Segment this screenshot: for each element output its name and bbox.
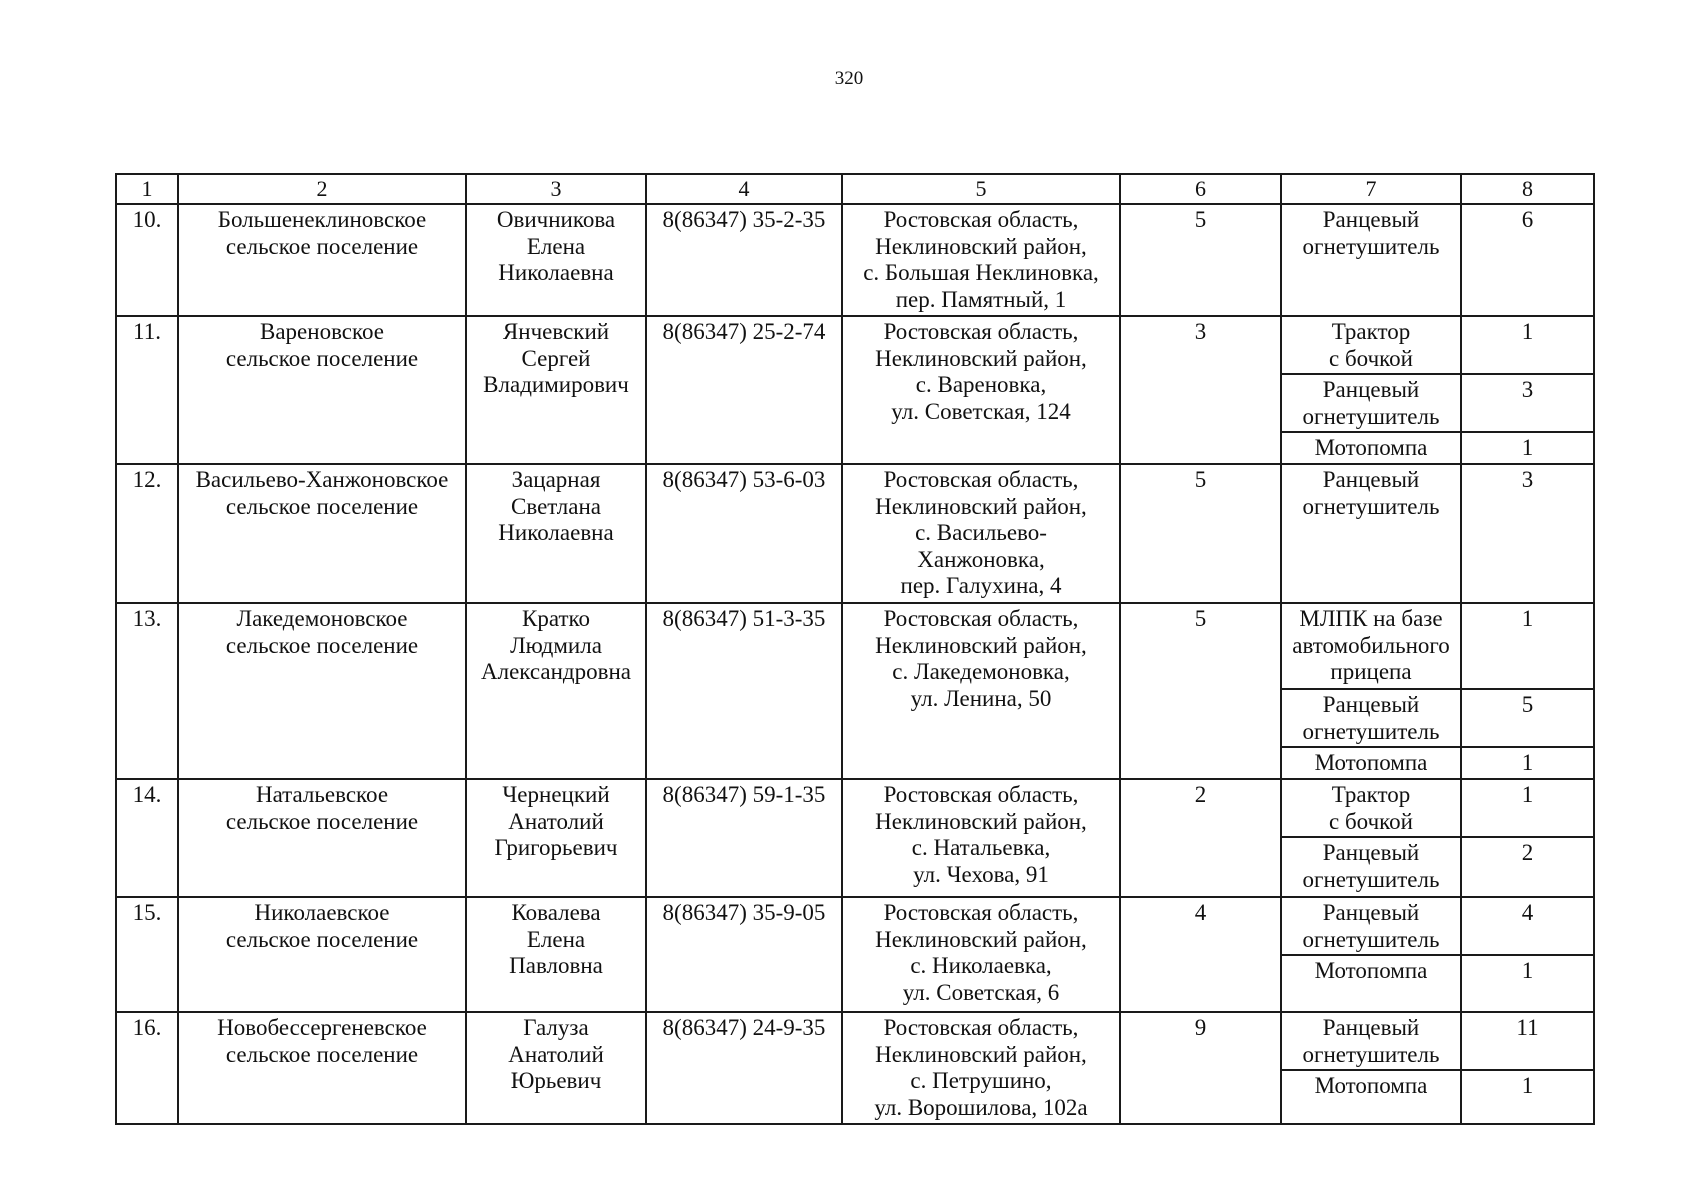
text-line: Большенеклиновское	[217, 207, 427, 232]
address-cell	[842, 1012, 1120, 1124]
address-cell	[842, 603, 1120, 779]
equipment-qty-cell: 1	[1461, 316, 1594, 374]
text-line: с. Васильево-	[915, 520, 1047, 545]
text-line: Сергей	[521, 345, 591, 371]
row-number-cell: 16.	[116, 1012, 178, 1124]
settlement-cell	[178, 464, 466, 603]
text-line: Лакедемоновское	[236, 606, 408, 631]
text-line: Новобессергеневское	[217, 1015, 427, 1040]
text-line: Неклиновский район,	[875, 1041, 1087, 1067]
text-line: Мотопомпа	[1314, 750, 1428, 775]
text-line: Трактор	[1331, 319, 1411, 344]
text-line: с. Лакедемоновка,	[892, 659, 1070, 684]
text-line: с. Натальевка,	[911, 835, 1051, 860]
equipment-name-cell	[1281, 464, 1461, 603]
column-header: 4	[646, 174, 842, 204]
row-number-cell: 11.	[116, 316, 178, 464]
text-line: ул. Ворошилова, 102а	[874, 1094, 1088, 1120]
text-line: Неклиновский район,	[875, 808, 1087, 834]
text-line: Ранцевый	[1322, 840, 1420, 865]
head-name-cell	[466, 316, 646, 464]
head-name-cell	[466, 897, 646, 1012]
settlement-cell	[178, 897, 466, 1012]
text-line: сельское поселение	[225, 926, 419, 952]
table-row	[116, 897, 1594, 955]
count-cell: 5	[1120, 603, 1281, 779]
count-cell: 5	[1120, 464, 1281, 603]
text-line: с. Николаевка,	[910, 953, 1052, 978]
equipment-name-cell	[1281, 689, 1461, 747]
table-row	[116, 779, 1594, 837]
head-name-cell	[466, 1012, 646, 1124]
equipment-name-cell	[1281, 1012, 1461, 1070]
equipment-name-cell	[1281, 603, 1461, 689]
text-line: Трактор	[1331, 782, 1411, 807]
text-line: Ковалева	[511, 900, 601, 925]
equipment-name-cell	[1281, 374, 1461, 432]
equipment-qty-cell: 3	[1461, 374, 1594, 432]
text-line: Ростовская область,	[883, 319, 1079, 344]
table-row	[116, 464, 1594, 603]
text-line: Зацарная	[511, 467, 601, 492]
text-line: огнетушитель	[1302, 866, 1440, 892]
equipment-qty-cell: 2	[1461, 837, 1594, 897]
text-line: Павловна	[509, 953, 603, 978]
text-line: сельское поселение	[225, 233, 419, 259]
text-line: Елена	[526, 233, 586, 259]
text-line: Янчевский	[502, 319, 610, 344]
column-header: 2	[178, 174, 466, 204]
head-name-cell	[466, 603, 646, 779]
equipment-name-cell	[1281, 432, 1461, 464]
text-line: Юрьевич	[510, 1068, 602, 1093]
text-line: Галуза	[523, 1015, 589, 1040]
text-line: Ростовская область,	[883, 900, 1079, 925]
equipment-name-cell	[1281, 204, 1461, 316]
text-line: огнетушитель	[1302, 493, 1440, 519]
text-line: сельское поселение	[225, 632, 419, 658]
text-line: Ранцевый	[1322, 207, 1420, 232]
equipment-qty-cell: 1	[1461, 1070, 1594, 1124]
column-header: 1	[116, 174, 178, 204]
text-line: Вареновское	[260, 319, 384, 344]
equipment-qty-cell: 11	[1461, 1012, 1594, 1070]
text-line: ул. Советская, 124	[891, 398, 1071, 424]
text-line: Ранцевый	[1322, 900, 1420, 925]
table-row	[116, 204, 1594, 316]
address-cell	[842, 779, 1120, 897]
text-line: Ранцевый	[1322, 467, 1420, 492]
text-line: Анатолий	[508, 808, 604, 834]
text-line: ул. Ленина, 50	[910, 685, 1052, 711]
text-line: Ранцевый	[1322, 692, 1420, 717]
text-line: огнетушитель	[1302, 718, 1440, 744]
count-cell: 2	[1120, 779, 1281, 897]
text-line: Николаевна	[498, 260, 614, 285]
text-line: Чернецкий	[502, 782, 610, 807]
column-header: 6	[1120, 174, 1281, 204]
equipment-name-cell	[1281, 779, 1461, 837]
equipment-qty-cell: 1	[1461, 603, 1594, 689]
text-line: Анатолий	[508, 1041, 604, 1067]
table-row	[116, 603, 1594, 689]
count-cell: 9	[1120, 1012, 1281, 1124]
column-header: 5	[842, 174, 1120, 204]
settlement-cell	[178, 316, 466, 464]
text-line: прицепа	[1330, 659, 1412, 684]
equipment-qty-cell: 1	[1461, 747, 1594, 779]
settlement-cell	[178, 1012, 466, 1124]
text-line: с бочкой	[1329, 808, 1413, 834]
text-line: Ранцевый	[1322, 377, 1420, 402]
row-number-cell: 14.	[116, 779, 178, 897]
text-line: Неклиновский район,	[875, 632, 1087, 658]
equipment-name-cell	[1281, 1070, 1461, 1124]
equipment-name-cell	[1281, 316, 1461, 374]
row-number-cell: 12.	[116, 464, 178, 603]
text-line: Овичникова	[496, 207, 616, 232]
text-line: сельское поселение	[225, 808, 419, 834]
text-line: ул. Советская, 6	[902, 979, 1060, 1005]
text-line: сельское поселение	[225, 345, 419, 371]
text-line: сельское поселение	[225, 1041, 419, 1067]
text-line: Мотопомпа	[1314, 1073, 1428, 1098]
address-cell	[842, 316, 1120, 464]
head-name-cell	[466, 204, 646, 316]
phone-cell: 8(86347) 25-2-74	[646, 316, 842, 464]
head-name-cell	[466, 464, 646, 603]
column-header: 3	[466, 174, 646, 204]
text-line: Ростовская область,	[883, 606, 1079, 631]
phone-cell: 8(86347) 53-6-03	[646, 464, 842, 603]
text-line: Мотопомпа	[1314, 958, 1428, 983]
text-line: Владимирович	[483, 372, 629, 397]
address-cell	[842, 464, 1120, 603]
text-line: с. Большая Неклиновка,	[863, 260, 1099, 285]
column-header: 7	[1281, 174, 1461, 204]
text-line: МЛПК на базе	[1299, 606, 1443, 631]
text-line: Натальевское	[255, 782, 389, 807]
table-row	[116, 316, 1594, 374]
equipment-qty-cell: 4	[1461, 897, 1594, 955]
text-line: Васильево-Ханжоновское	[195, 467, 449, 492]
text-line: Ростовская область,	[883, 782, 1079, 807]
table-body	[116, 174, 1594, 1124]
text-line: огнетушитель	[1302, 1041, 1440, 1067]
table-row	[116, 1012, 1594, 1070]
text-line: Неклиновский район,	[875, 345, 1087, 371]
row-number-cell: 13.	[116, 603, 178, 779]
text-line: Ханжоновка,	[917, 546, 1045, 572]
text-line: автомобильного	[1292, 632, 1450, 658]
page-number: 320	[834, 68, 864, 89]
row-number-cell: 10.	[116, 204, 178, 316]
equipment-qty-cell: 1	[1461, 955, 1594, 1012]
column-header: 8	[1461, 174, 1594, 204]
settlement-cell	[178, 779, 466, 897]
phone-cell: 8(86347) 59-1-35	[646, 779, 842, 897]
equipment-qty-cell: 6	[1461, 204, 1594, 316]
text-line: с. Вареновка,	[915, 372, 1047, 397]
equipment-qty-cell: 1	[1461, 779, 1594, 837]
row-number-cell: 15.	[116, 897, 178, 1012]
text-line: Елена	[526, 926, 586, 952]
text-line: Ростовская область,	[883, 207, 1079, 232]
text-line: пер. Памятный, 1	[895, 286, 1067, 312]
text-line: Николаевна	[498, 520, 614, 545]
equipment-qty-cell: 5	[1461, 689, 1594, 747]
address-cell	[842, 204, 1120, 316]
text-line: Ростовская область,	[883, 1015, 1079, 1040]
phone-cell: 8(86347) 35-2-35	[646, 204, 842, 316]
count-cell: 3	[1120, 316, 1281, 464]
phone-cell: 8(86347) 35-9-05	[646, 897, 842, 1012]
text-line: огнетушитель	[1302, 926, 1440, 952]
text-line: Неклиновский район,	[875, 493, 1087, 519]
header-row	[116, 174, 1594, 204]
text-line: сельское поселение	[225, 493, 419, 519]
equipment-qty-cell: 1	[1461, 432, 1594, 464]
equipment-name-cell	[1281, 897, 1461, 955]
count-cell: 4	[1120, 897, 1281, 1012]
text-line: Григорьевич	[494, 835, 618, 860]
count-cell: 5	[1120, 204, 1281, 316]
text-line: Николаевское	[254, 900, 390, 925]
settlement-cell	[178, 204, 466, 316]
text-line: Ранцевый	[1322, 1015, 1420, 1040]
text-line: огнетушитель	[1302, 403, 1440, 429]
text-line: Мотопомпа	[1314, 435, 1428, 460]
text-line: Кратко	[521, 606, 590, 631]
equipment-name-cell	[1281, 747, 1461, 779]
text-line: огнетушитель	[1302, 233, 1440, 259]
equipment-name-cell	[1281, 955, 1461, 1012]
text-line: пер. Галухина, 4	[900, 573, 1062, 598]
text-line: ул. Чехова, 91	[913, 861, 1049, 887]
text-line: с бочкой	[1329, 345, 1413, 371]
text-line: Неклиновский район,	[875, 233, 1087, 259]
settlement-cell	[178, 603, 466, 779]
address-cell	[842, 897, 1120, 1012]
text-line: Людмила	[510, 632, 602, 658]
text-line: Ростовская область,	[883, 467, 1079, 492]
text-line: Неклиновский район,	[875, 926, 1087, 952]
settlements-table	[115, 173, 1595, 1125]
head-name-cell	[466, 779, 646, 897]
equipment-qty-cell: 3	[1461, 464, 1594, 603]
phone-cell: 8(86347) 24-9-35	[646, 1012, 842, 1124]
text-line: Светлана	[511, 493, 601, 519]
phone-cell: 8(86347) 51-3-35	[646, 603, 842, 779]
equipment-name-cell	[1281, 837, 1461, 897]
text-line: Александровна	[481, 659, 631, 684]
text-line: с. Петрушино,	[910, 1068, 1052, 1093]
